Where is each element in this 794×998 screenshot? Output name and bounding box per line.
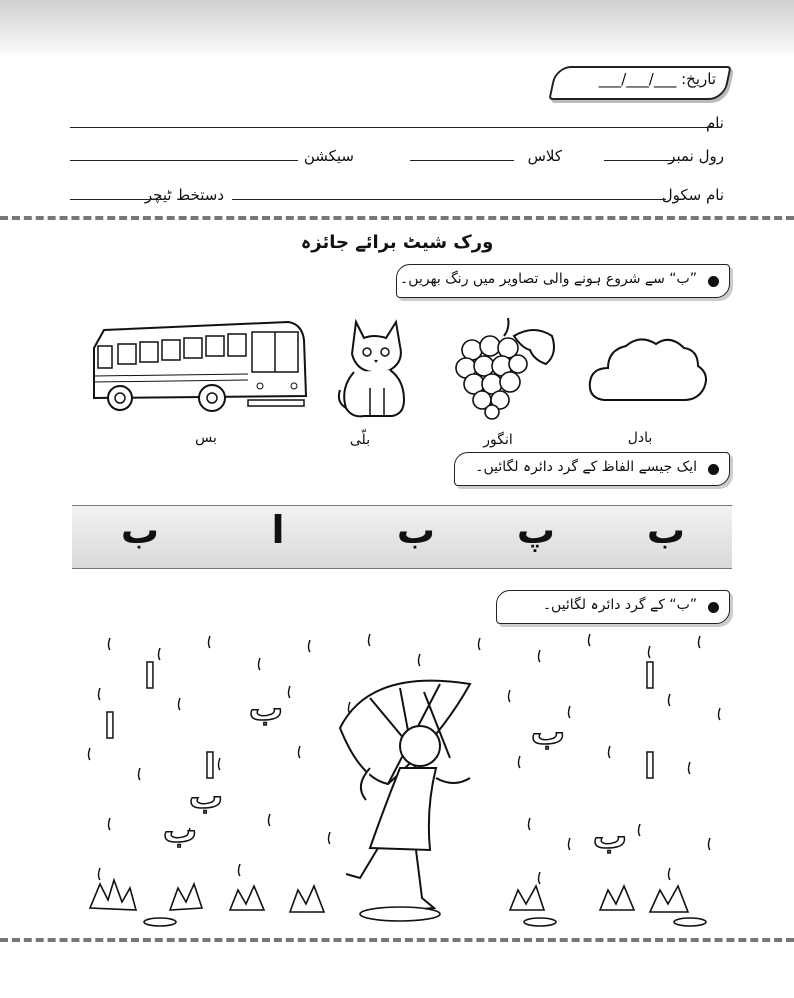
ground: [90, 880, 706, 926]
cloud-icon[interactable]: [586, 330, 712, 410]
scene-letter-8[interactable]: ب: [592, 817, 628, 857]
instruction-box-1: [396, 264, 730, 298]
scene-letter-1[interactable]: ا: [144, 657, 156, 697]
cat-icon[interactable]: [334, 316, 414, 420]
class-label: کلاس: [527, 147, 562, 165]
class-field[interactable]: [410, 160, 514, 161]
scene-letter-4[interactable]: ا: [204, 747, 216, 787]
scene-letter-9[interactable]: ب: [162, 811, 198, 851]
worksheet-title: ورک شیٹ برائے جائزہ: [300, 232, 494, 253]
page-header-band: [0, 0, 794, 58]
grapes-icon[interactable]: [454, 314, 560, 420]
bullet-icon: [708, 276, 719, 287]
bus-icon[interactable]: [88, 318, 308, 418]
school-name-field[interactable]: [232, 199, 666, 200]
picture-label-grapes: انگور: [483, 432, 513, 448]
scene-letter-2[interactable]: ب: [248, 689, 284, 729]
girl-figure: [340, 681, 470, 910]
divider-bottom: [0, 938, 794, 942]
instruction-3: ”ب“ کے گرد دائرہ لگائیں۔: [542, 597, 697, 613]
section-field[interactable]: [70, 160, 298, 161]
instruction-box-2: [454, 452, 730, 486]
scene-letter-3[interactable]: ب: [188, 777, 224, 817]
name-label: نام: [705, 114, 724, 132]
instruction-box-3: [496, 590, 730, 624]
teacher-signature-field[interactable]: [70, 199, 162, 200]
scene-letter-5[interactable]: ب: [530, 713, 566, 753]
bullet-icon: [708, 602, 719, 613]
instruction-2: ایک جیسے الفاظ کے گرد دائرہ لگائیں۔: [475, 459, 697, 475]
name-field[interactable]: [70, 127, 720, 128]
date-field[interactable]: تاریخ: ___/___/___: [598, 70, 716, 88]
roll-number-field[interactable]: [604, 160, 676, 161]
section-label: سیکشن: [303, 147, 354, 165]
picture-label-bus: بس: [195, 430, 217, 446]
teacher-signature-label: دستخط ٹیچر: [144, 186, 224, 204]
letter-1[interactable]: ب: [646, 508, 686, 552]
divider-top: [0, 216, 794, 220]
roll-number-label: رول نمبر: [668, 147, 724, 165]
scene-letter-7[interactable]: ا: [644, 747, 656, 787]
picture-label-cloud: بادل: [627, 430, 653, 446]
girl-with-umbrella-in-rain-icon: [70, 628, 730, 928]
bullet-icon: [708, 464, 719, 475]
letter-4[interactable]: ا: [271, 508, 285, 552]
letter-3[interactable]: ب: [396, 508, 436, 552]
letter-5[interactable]: ب: [120, 508, 160, 552]
school-name-label: نام سکول: [661, 186, 724, 204]
instruction-1: ”ب“ سے شروع ہونے والی تصاویر میں رنگ بھریں۔: [400, 271, 697, 287]
scene-letter-6[interactable]: ا: [644, 657, 656, 697]
scene-letter-10[interactable]: ا: [104, 707, 116, 747]
letter-2[interactable]: پ: [516, 508, 556, 552]
picture-label-cat: بلّی: [349, 432, 371, 448]
